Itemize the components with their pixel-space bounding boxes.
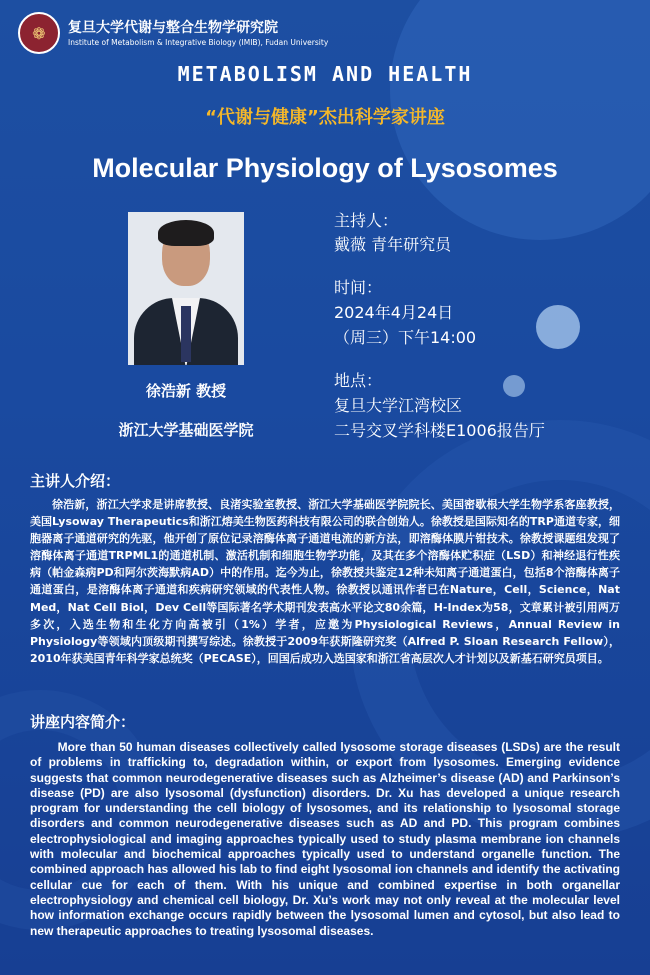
- time-date: 2024年4月24日: [334, 303, 454, 322]
- lecture-title: Molecular Physiology of Lysosomes: [92, 153, 558, 183]
- host-value: 戴薇 青年研究员: [334, 235, 452, 254]
- institute-name-cn: 复旦大学代谢与整合生物学研究院: [68, 19, 278, 36]
- abstract-paragraph: More than 50 human diseases collectively called lysosome storage diseases (LSDs) are the result of problems in trafficking to, degradation within, or export from lysosomes. Emerging evidence suggests that common neurodegenerative diseases such as Alzheimer’s disease (AD) and Parkinson’s disease (PD) are also lysosomal (dysfunction) disorders. Dr. Xu has developed a unique research program for understanding the cell biology of lysosomes, and its relationship to lysosomal storage disorders and common neurodegenerative diseases such as AD and PD. This program combines electrophysiological and imaging approaches typically used to study plasma membrane ion channels with molecular and biochemical approaches typically used to understand organelle function. The combined approach has allowed his lab to find eight lysosomal ion channels and identify the activating cellular cue for each of them. With his unique and combined expertise in both organellar electrophysiology and chemical cell biology, Dr. Xu’s work may not only reveal at the molecular level how information exchange occurs rapidly between the lysosomal lumen and cytosol, but also lead to new therapeutic approaches to treating lysosomal diseases.: [30, 740, 620, 938]
- time-label: 时间：: [334, 278, 383, 297]
- institute-name: [68, 19, 328, 48]
- series-title-cn: “代谢与健康”杰出科学家讲座: [205, 107, 445, 128]
- speaker-photo: [128, 212, 244, 365]
- speaker-name: 徐浩新 教授: [145, 382, 227, 400]
- decorative-dot-small: [503, 375, 525, 397]
- series-title-en: METABOLISM AND HEALTH: [177, 62, 473, 86]
- bio-paragraph: 徐浩新，浙江大学求是讲席教授、良渚实验室教授、浙江大学基础医学院院长、美国密歇根大学生物学系客座教授，美国Lysoway Therapeutics和浙江熔美生物医药科技有限公司的联合创始人。徐教授是国际知名的TRP通道专家，细胞器离子通道研究的先驱，他开创了原位记录溶酶体离子通道电流的新方法，即溶酶体膜片钳技术。徐教授课题组发现了溶酶体离子通道TRPML1的通道机制、激活机制和细胞生物学功能，及其在多个溶酶体贮积症（LSD）和神经退行性疾病（帕金森病PD和阿尔茨海默病AD）中的作用。迄今为止，徐教授共鉴定12种未知离子通道蛋白，包括8个溶酶体离子通道蛋白，是溶酶体离子通道和疾病研究领域的代表性人物。徐教授以通讯作者已在Nature，Cell，Science，Nat Med，Nat Cell Biol，Dev Cell等国际著名学术期刊发表高水平论文80余篇，H-Index为58，文章累计被引用两万多次，入选生物和生化方向高被引（1%）学者，应邀为Physiological Reviews，Annual Review in Physiology等领域内顶级期刊撰写综述。徐教授于2009年获斯隆研究奖（Alfred P. Sloan Research Fellow），2010年获美国青年科学家总统奖（PECASE），回国后成功入选国家和浙江省高层次人才计划以及新基石研究员项目。: [30, 498, 620, 665]
- fudan-logo-icon: ❁: [18, 12, 60, 54]
- bio-section-title: 主讲人介绍：: [30, 472, 121, 490]
- time-detail: （周三）下午14:00: [334, 328, 477, 347]
- place-line2: 二号交叉学科楼E1006报告厅: [334, 421, 545, 440]
- host-label: 主持人：: [334, 211, 399, 230]
- place-label: 地点：: [334, 371, 383, 390]
- abstract-section-title: 讲座内容简介：: [30, 713, 136, 731]
- institute-name-en: Institute of Metabolism & Integrative Biology (IMIB), Fudan University: [68, 37, 329, 47]
- decorative-dot-large: [536, 305, 580, 349]
- institute-header: [18, 12, 328, 54]
- place-line1: 复旦大学江湾校区: [334, 396, 463, 415]
- speaker-affiliation: 浙江大学基础医学院: [118, 421, 254, 439]
